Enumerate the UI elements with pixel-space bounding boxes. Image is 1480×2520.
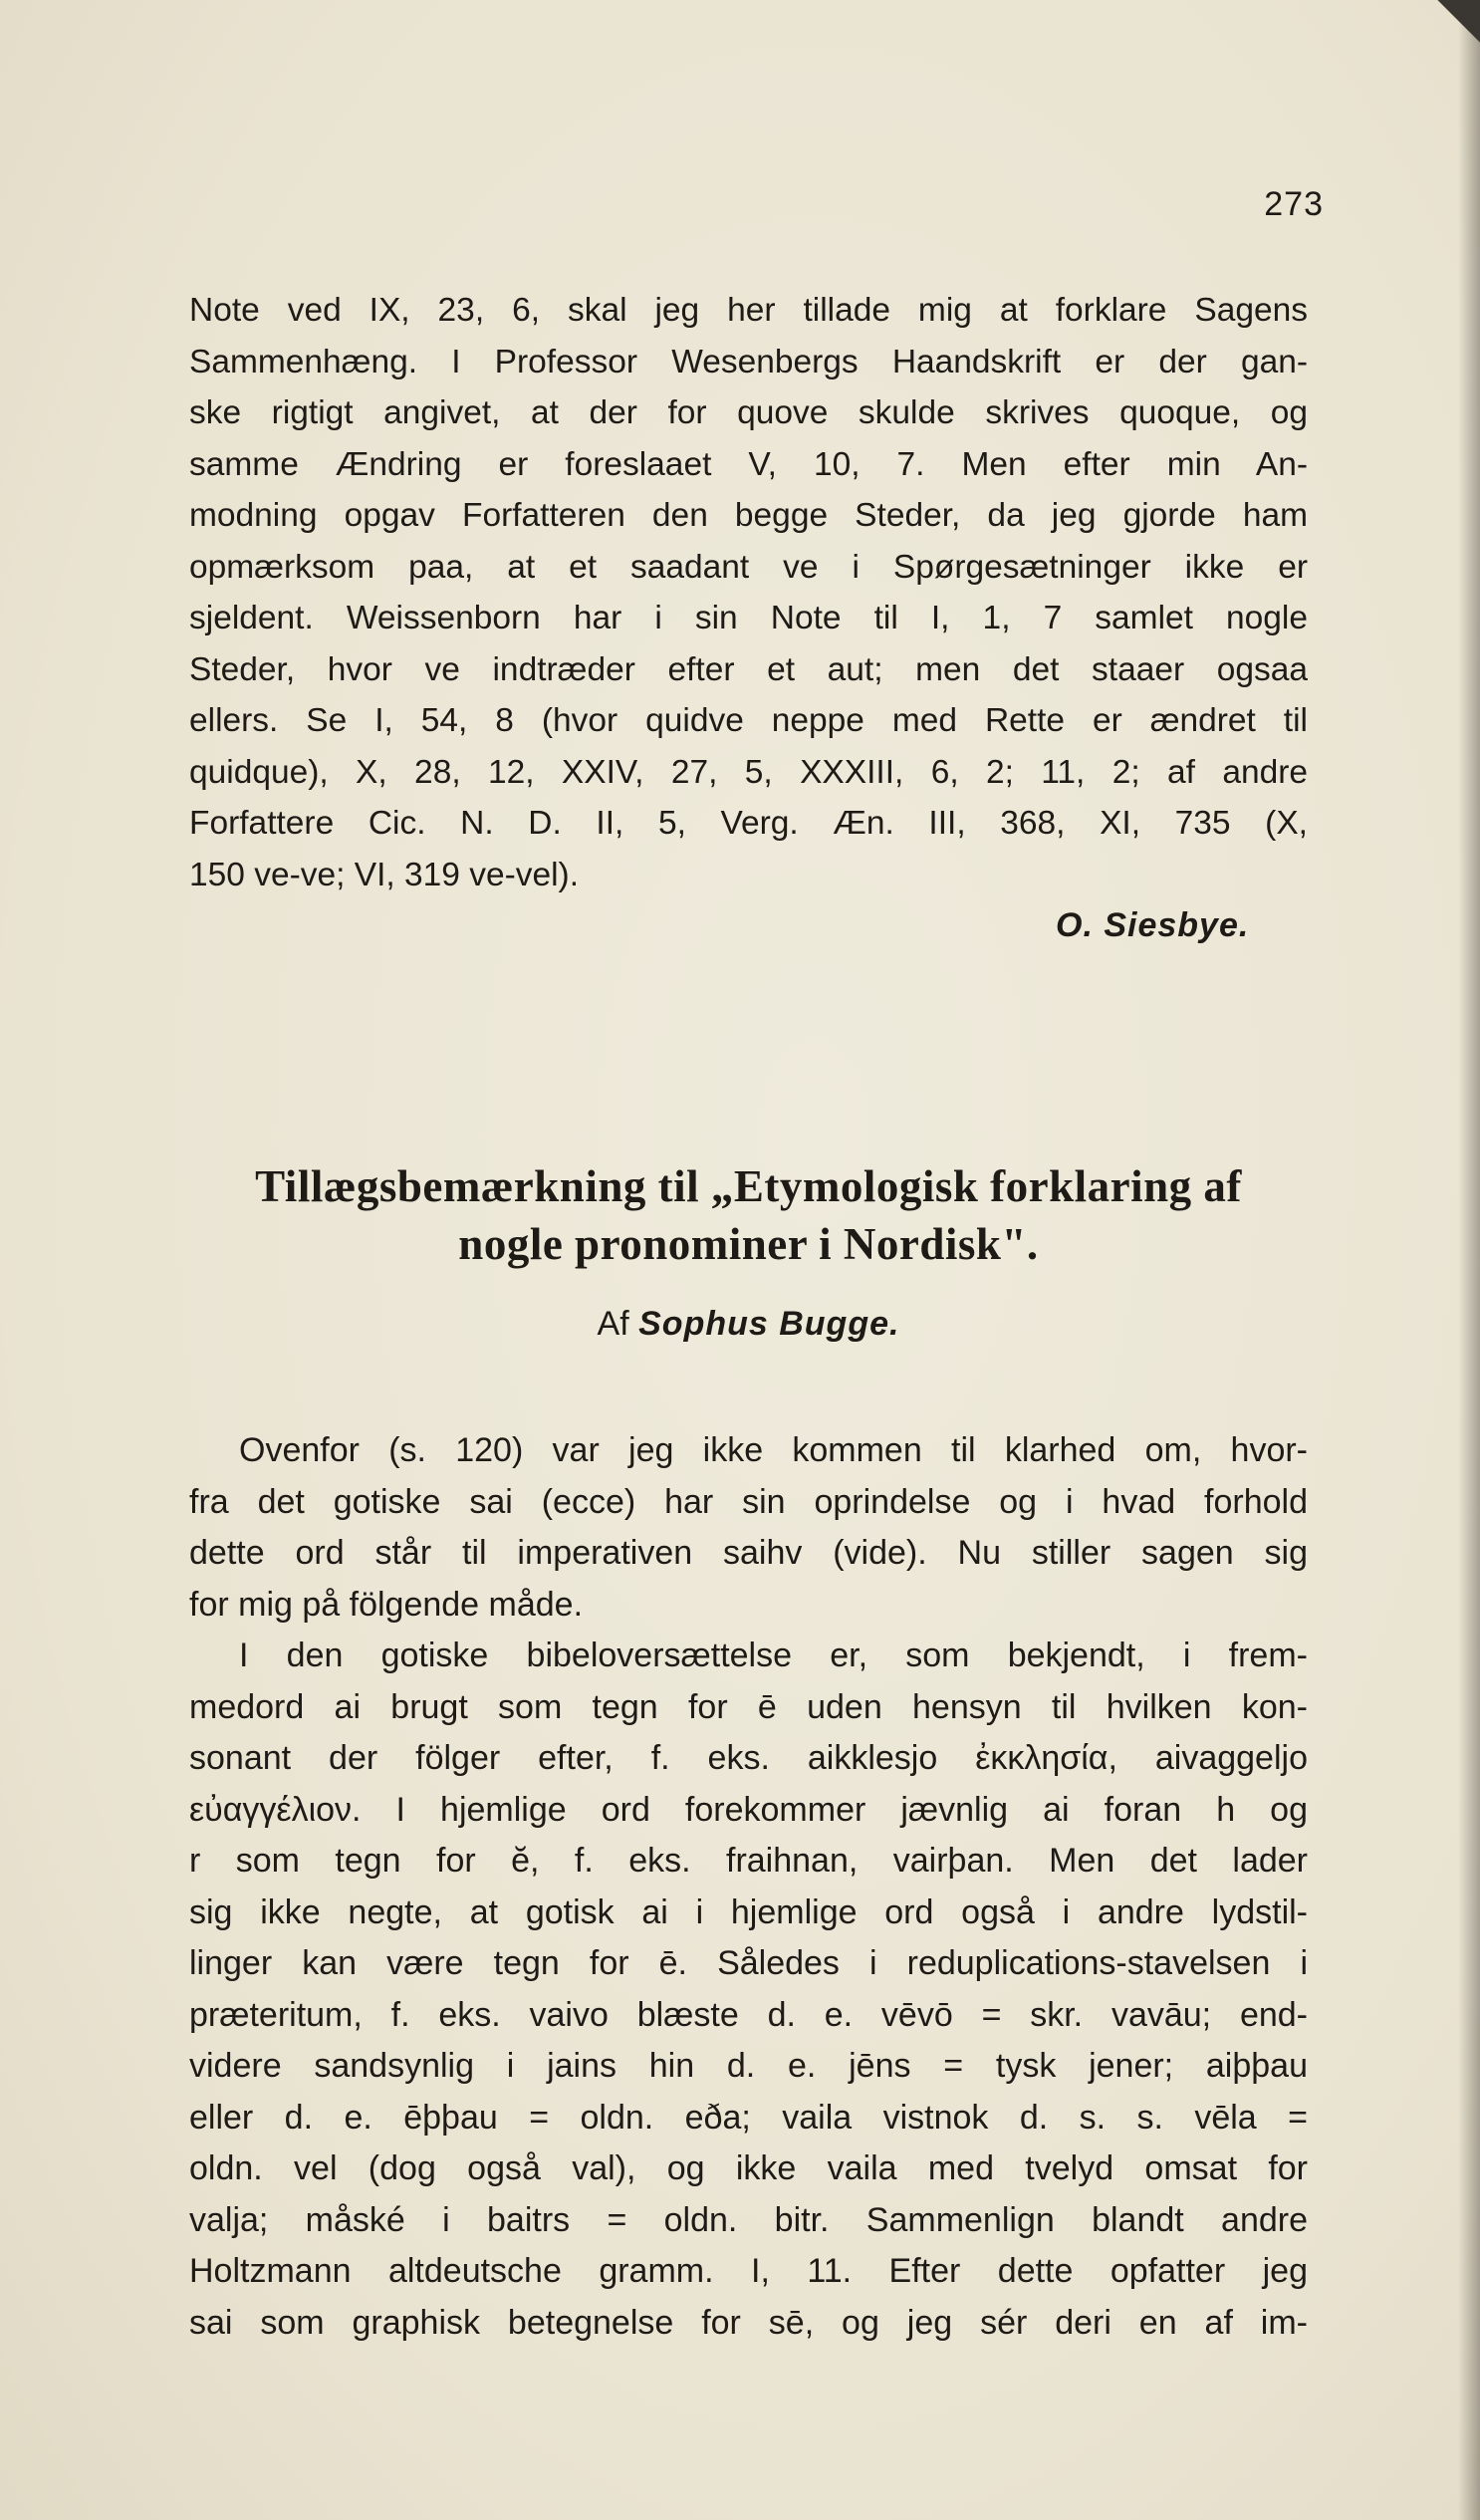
article-line: fra det gotiske sai (ecce) har sin oprindelse og i hvad forhold (189, 1482, 1308, 1521)
note-paragraph (189, 285, 1308, 900)
article-line: oldn. vel (dog også val), og ikke vaila med tvelyd omsat for (189, 2149, 1308, 2187)
article-line: valja; måské i baitrs = oldn. bitr. Sammenlign blandt andre (189, 2200, 1308, 2239)
article-line: medord ai brugt som tegn for ē uden hensyn til hvilken kon- (189, 1687, 1308, 1726)
page-number: 273 (1264, 185, 1324, 223)
note-line: ske rigtigt angivet, at der for quove skulde skrives quoque, og (189, 394, 1308, 431)
byline-prefix: Af (597, 1305, 629, 1343)
article-line: I den gotiske bibeloversættelse er, som bekjendt, i frem- (239, 1637, 1308, 1674)
note-line: quidque), X, 28, 12, XXIV, 27, 5, XXXIII, 6, 2; 11, 2; af andre (189, 753, 1308, 791)
article-line: r som tegn for ĕ, f. eks. fraihnan, vairþan. Men det lader (189, 1842, 1308, 1880)
page-edge-shadow (1458, 0, 1480, 2520)
note-signature: O. Siesbye. (1056, 906, 1250, 944)
note-line: Sammenhæng. I Professor Wesenbergs Haandskrift er der gan- (189, 343, 1308, 380)
article-line: Holtzmann altdeutsche gramm. I, 11. Efter dette opfatter jeg (189, 2252, 1308, 2290)
note-line: samme Ændring er foreslaaet V, 10, 7. Men efter min An- (189, 445, 1308, 483)
article-line: sig ikke negte, at gotisk ai i hjemlige ord også i andre lydstil- (189, 1892, 1308, 1931)
article-body (189, 1425, 1308, 2349)
article-line: sonant der fölger efter, f. eks. aikklesjo ἐκκλησία, aivaggeljo (189, 1739, 1308, 1777)
article-line: for mig på fölgende måde. (189, 1585, 584, 1624)
article-line: sai som graphisk betegnelse for sē, og jeg sér deri en af im- (189, 2303, 1308, 2342)
page-corner (1420, 0, 1480, 60)
article-line: linger kan være tegn for ē. Således i reduplications-stavelsen i (189, 1944, 1308, 1982)
article-line: eller d. e. ēþþau = oldn. eða; vaila vistnok d. s. s. vēla = (189, 2098, 1308, 2137)
note-line: sjeldent. Weissenborn har i sin Note til I, 1, 7 samlet nogle (189, 600, 1308, 636)
article-line: videre sandsynlig i jains hin d. e. jēns = tysk jener; aiþþau (189, 2047, 1308, 2085)
note-line: modning opgav Forfatteren den begge Steder, da jeg gjorde ham (189, 497, 1308, 534)
note-line: Note ved IX, 23, 6, skal jeg her tillade mig at forklare Sagens (189, 292, 1308, 329)
note-line: Forfattere Cic. N. D. II, 5, Verg. Æn. III, 368, XI, 735 (X, (189, 805, 1308, 842)
article-author: Sophus Bugge. (638, 1305, 900, 1343)
note-line: 150 ve-ve; VI, 319 ve-vel). (189, 856, 580, 893)
article-byline (189, 1305, 1308, 1344)
article-line: εὐαγγέλιον. I hjemlige ord forekommer jævnlig ai foran h og (189, 1790, 1308, 1829)
note-line: Steder, hvor ve indtræder efter et aut; men det staaer ogsaa (189, 650, 1308, 688)
article-title-line-2: nogle pronominer i Nordisk". (458, 1219, 1039, 1269)
article-title-line-1: Tillægsbemærkning til „Etymologisk forklaring af (255, 1161, 1242, 1211)
article-line: dette ord står til imperativen saihv (vide). Nu stiller sagen sig (189, 1534, 1308, 1572)
article-line: Ovenfor (s. 120) var jeg ikke kommen til klarhed om, hvor- (239, 1431, 1308, 1469)
article-line: præteritum, f. eks. vaivo blæste d. e. vēvō = skr. vavāu; end- (189, 1995, 1308, 2034)
note-line: opmærksom paa, at et saadant ve i Spørgesætninger ikke er (189, 548, 1308, 586)
note-line: ellers. Se I, 54, 8 (hvor quidve neppe med Rette er ændret til (189, 702, 1308, 739)
